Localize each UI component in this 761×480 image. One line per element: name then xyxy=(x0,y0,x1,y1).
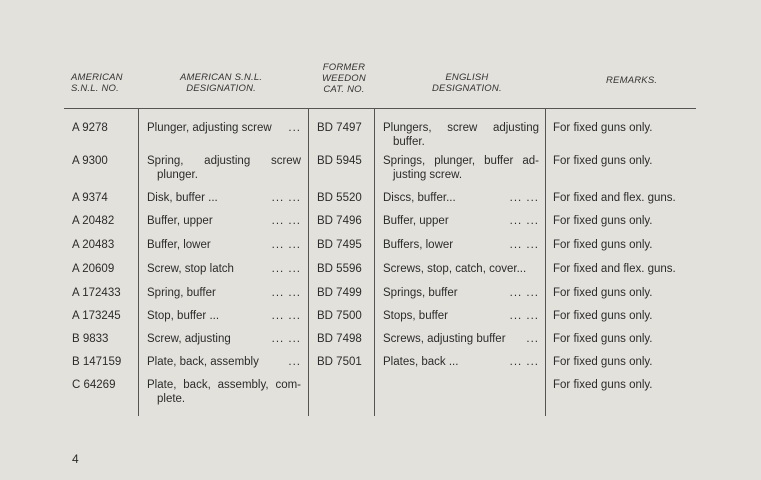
english-designation xyxy=(383,309,539,323)
header-rule xyxy=(64,108,696,109)
american-designation-leader-dots: ... ... xyxy=(271,310,301,322)
american-designation xyxy=(147,121,301,135)
american-designation xyxy=(147,355,301,369)
english-designation-leader-dots: ... ... xyxy=(509,239,539,251)
english-designation xyxy=(383,191,539,205)
remarks: For fixed guns only. xyxy=(553,215,653,227)
snl-number: A 173245 xyxy=(72,310,121,322)
english-designation-text: Stops, buffer xyxy=(383,310,448,322)
american-designation-text: Screw, adjusting xyxy=(147,333,231,345)
american-designation-leader-dots: ... xyxy=(288,122,301,134)
american-designation xyxy=(147,214,301,228)
column-divider-4 xyxy=(545,108,546,416)
header-american-snl-designation: AMERICAN S.N.L. DESIGNATION. xyxy=(180,72,263,94)
english-designation-text: Buffer, upper xyxy=(383,215,449,227)
american-designation-leader-dots: ... ... xyxy=(271,239,301,251)
american-designation-text: Plate, back, assembly xyxy=(147,356,259,368)
weedon-cat-number: BD 5520 xyxy=(317,192,362,204)
snl-number: A 20483 xyxy=(72,239,115,251)
american-designation-line-1: Plate, back, assembly, com- xyxy=(147,379,301,391)
american-designation xyxy=(147,154,301,182)
english-designation-text: Discs, buffer... xyxy=(383,192,456,204)
snl-number: A 9300 xyxy=(72,155,108,167)
english-designation xyxy=(383,238,539,252)
snl-number: B 9833 xyxy=(72,333,109,345)
weedon-cat-number: BD 7499 xyxy=(317,287,362,299)
weedon-cat-number: BD 5596 xyxy=(317,263,362,275)
weedon-cat-number: BD 7498 xyxy=(317,333,362,345)
column-divider-2 xyxy=(308,108,309,416)
snl-number: A 20482 xyxy=(72,215,115,227)
american-designation-leader-dots: ... ... xyxy=(271,215,301,227)
remarks: For fixed and flex. guns. xyxy=(553,263,676,275)
english-designation-line-2: justing screw. xyxy=(393,169,463,181)
column-divider-3 xyxy=(374,108,375,416)
english-designation-text: Buffers, lower xyxy=(383,239,454,251)
american-designation-text: Stop, buffer ... xyxy=(147,310,220,322)
remarks: For fixed guns only. xyxy=(553,239,653,251)
header-american-snl-no: AMERICAN S.N.L. NO. xyxy=(71,72,123,94)
english-designation-leader-dots: ... ... xyxy=(509,356,539,368)
remarks: For fixed guns only. xyxy=(553,122,653,134)
english-designation xyxy=(383,332,539,346)
american-designation xyxy=(147,238,301,252)
english-designation-line-1: Plungers, screw adjusting xyxy=(383,122,539,134)
american-designation-leader-dots: ... ... xyxy=(271,287,301,299)
english-designation xyxy=(383,355,539,369)
weedon-cat-number: BD 7501 xyxy=(317,356,362,368)
weedon-cat-number: BD 7500 xyxy=(317,310,362,322)
snl-number: B 147159 xyxy=(72,356,122,368)
weedon-cat-number: BD 7497 xyxy=(317,122,362,134)
english-designation xyxy=(383,286,539,300)
weedon-cat-number: BD 7496 xyxy=(317,215,362,227)
header-remarks: REMARKS. xyxy=(606,75,658,86)
american-designation xyxy=(147,262,301,276)
american-designation-line-2: plunger. xyxy=(157,169,198,181)
remarks: For fixed guns only. xyxy=(553,155,653,167)
page-number: 4 xyxy=(72,452,79,466)
weedon-cat-number: BD 5945 xyxy=(317,155,362,167)
header-former-weedon-cat-no: FORMER WEEDON CAT. NO. xyxy=(322,62,366,95)
weedon-cat-number: BD 7495 xyxy=(317,239,362,251)
american-designation-line-1: Spring, adjusting screw xyxy=(147,155,301,167)
english-designation-leader-dots: ... ... xyxy=(509,287,539,299)
english-designation-text: Screws, adjusting buffer xyxy=(383,333,506,345)
english-designation-leader-dots: ... ... xyxy=(509,215,539,227)
american-designation-leader-dots: ... xyxy=(288,356,301,368)
english-designation-line-2: buffer. xyxy=(393,136,425,148)
american-designation-leader-dots: ... ... xyxy=(271,192,301,204)
american-designation-leader-dots: ... ... xyxy=(271,333,301,345)
american-designation-text: Screw, stop latch xyxy=(147,263,234,275)
remarks: For fixed guns only. xyxy=(553,379,653,391)
header-english-designation: ENGLISH DESIGNATION. xyxy=(432,72,502,94)
snl-number: A 172433 xyxy=(72,287,121,299)
remarks: For fixed and flex. guns. xyxy=(553,192,676,204)
american-designation xyxy=(147,332,301,346)
american-designation-leader-dots: ... ... xyxy=(271,263,301,275)
american-designation xyxy=(147,286,301,300)
american-designation xyxy=(147,309,301,323)
snl-number: A 20609 xyxy=(72,263,115,275)
english-designation-leader-dots xyxy=(526,262,539,276)
english-designation-text: Plates, back ... xyxy=(383,356,459,368)
english-designation-text: Screws, stop, catch, cover... xyxy=(383,263,527,275)
snl-number: A 9278 xyxy=(72,122,108,134)
american-designation-text: Spring, buffer xyxy=(147,287,216,299)
snl-number: A 9374 xyxy=(72,192,108,204)
column-divider-1 xyxy=(138,108,139,416)
american-designation-text: Plunger, adjusting screw xyxy=(147,122,272,134)
english-designation xyxy=(383,154,539,182)
english-designation xyxy=(383,262,539,276)
english-designation-leader-dots: ... xyxy=(526,333,539,345)
english-designation-leader-dots: ... ... xyxy=(509,192,539,204)
english-designation xyxy=(383,214,539,228)
english-designation-line-1: Springs, plunger, buffer ad- xyxy=(383,155,539,167)
remarks: For fixed guns only. xyxy=(553,287,653,299)
remarks: For fixed guns only. xyxy=(553,356,653,368)
remarks: For fixed guns only. xyxy=(553,333,653,345)
snl-number: C 64269 xyxy=(72,379,116,391)
american-designation-text: Disk, buffer ... xyxy=(147,192,218,204)
english-designation xyxy=(383,121,539,149)
american-designation-text: Buffer, upper xyxy=(147,215,213,227)
english-designation-text: Springs, buffer xyxy=(383,287,458,299)
remarks: For fixed guns only. xyxy=(553,310,653,322)
english-designation-leader-dots: ... ... xyxy=(509,310,539,322)
american-designation xyxy=(147,378,301,406)
american-designation-line-2: plete. xyxy=(157,393,186,405)
american-designation xyxy=(147,191,301,205)
american-designation-text: Buffer, lower xyxy=(147,239,211,251)
